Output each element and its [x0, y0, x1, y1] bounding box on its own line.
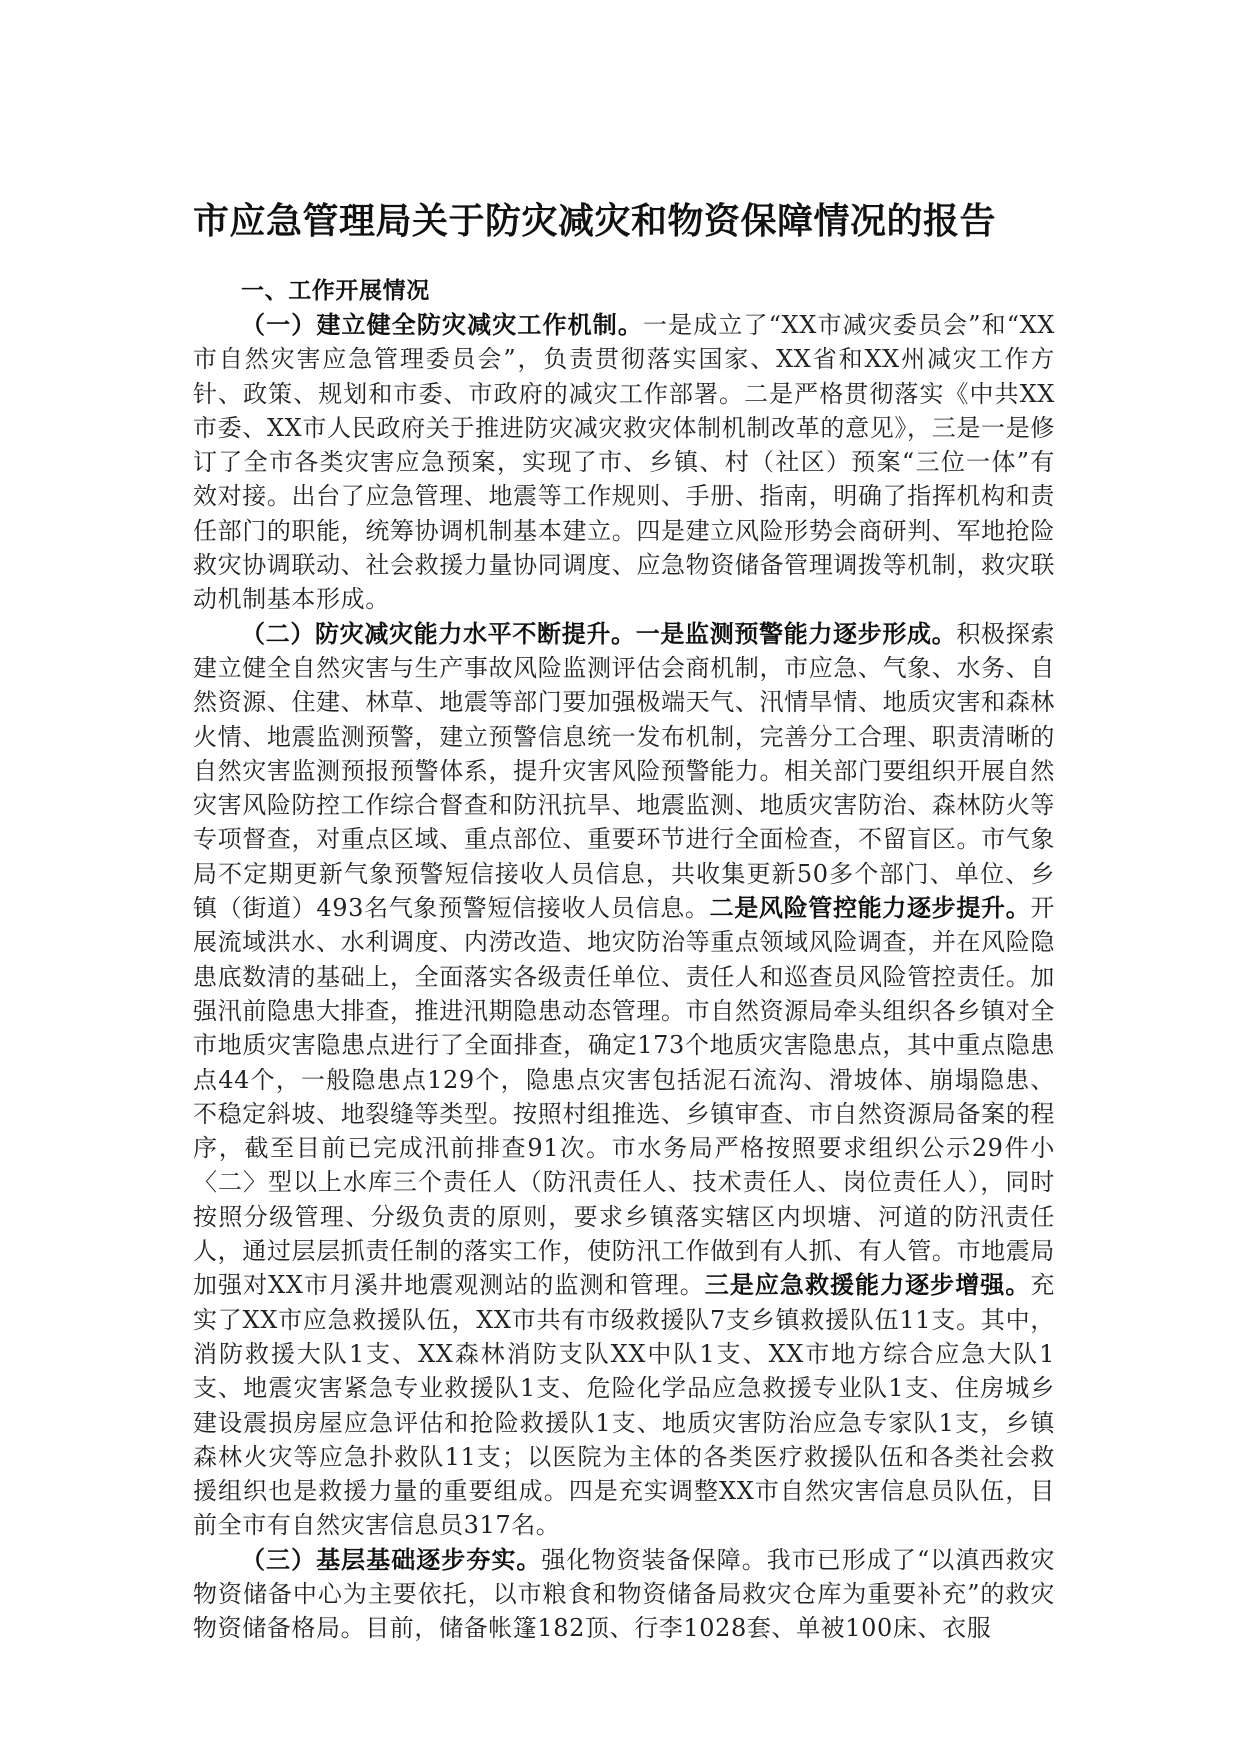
paragraph-mechanism — [193, 308, 1055, 617]
paragraph-text: 积极探索建立健全自然灾害与生产事故风险监测评估会商机制，市应急、气象、水务、自然资源、住建、林草、地震等部门要加强极端天气、汛情旱情、地质灾害和森林火情、地震监测预警，建立预警信息统一发布机制，完善分工合理、职责清晰的自然灾害监测预报预警体系，提升灾害风险预警能力。相关部门要组织开展自然灾害风险防控工作综合督查和防汛抗旱、地震监测、地质灾害防治、森林防火等专项督查，对重点区域、重点部位、重要环节进行全面检查，不留盲区。市气象局不定期更新气象预警短信接收人员信息，共收集更新50多个部门、单位、乡镇（街道）493名气象预警短信接收人员信息。 — [193, 619, 1055, 923]
paragraph-text: 一是成立了“XX市减灾委员会”和“XX市自然灾害应急管理委员会”，负责贯彻落实国家、XX省和XX州减灾工作方针、政策、规划和市委、市政府的减灾工作部署。二是严格贯彻落实《中共XX市委、XX市人民政府关于推进防灾减灾救灾体制机制改革的意见》，三是一是修订了全市各类灾害应急预案，实现了市、乡镇、村（社区）预案“三位一体”有效对接。出台了应急管理、地震等工作规则、手册、指南，明确了指挥机构和责任部门的职能，统筹协调机制基本建立。四是建立风险形势会商研判、军地抢险救灾协调联动、社会救援力量协同调度、应急物资储备管理调拨等机制，救灾联动机制基本形成。 — [193, 311, 1055, 614]
paragraph-lead: （二）防灾减灾能力水平不断提升。一是监测预警能力逐步形成。 — [241, 619, 957, 648]
paragraph-text: 充实了XX市应急救援队伍，XX市共有市级救援队7支乡镇救援队伍11支。其中，消防救援大队1支、XX森林消防支队XX中队1支、XX市地方综合应急大队1支、地震灾害紧急专业救援队1支、危险化学品应急救援专业队1支、住房城乡建设震损房屋应急评估和抢险救援队1支、地质灾害防治应急专家队1支，乡镇森林火灾等应急扑救队11支；以医院为主体的各类医疗救援队伍和各类社会救援组织也是救援力量的重要组成。四是充实调整XX市自然灾害信息员队伍，目前全市有自然灾害信息员317名。 — [193, 1271, 1055, 1540]
paragraph-sublead: 二是风险管控能力逐步提升。 — [709, 894, 1031, 923]
paragraph-text: 开展流域洪水、水利调度、内涝改造、地灾防治等重点领域风险调查，并在风险隐患底数清的基础上，全面落实各级责任单位、责任人和巡查员风险管控责任。加强汛前隐患大排查，推进汛期隐患动态管理。市自然资源局牵头组织各乡镇对全市地质灾害隐患点进行了全面排查，确定173个地质灾害隐患点，其中重点隐患点44个，一般隐患点129个，隐患点灾害包括泥石流沟、滑坡体、崩塌隐患、不稳定斜坡、地裂缝等类型。按照村组推选、乡镇审查、市自然资源局备案的程序，截至目前已完成汛前排查91次。市水务局严格按照要求组织公示29件小〈二〉型以上水库三个责任人（防汛责任人、技术责任人、岗位责任人），同时按照分级管理、分级负责的原则，要求乡镇落实辖区内坝塘、河道的防汛责任人，通过层层抓责任制的落实工作，使防汛工作做到有人抓、有人管。市地震局加强对XX市月溪井地震观测站的监测和管理。 — [193, 894, 1055, 1300]
paragraph-text: 强化物资装备保障。我市已形成了“以滇西救灾物资储备中心为主要依托，以市粮食和物资储备局救灾仓库为重要补充”的救灾物资储备格局。目前，储备帐篷182顶、行李1028套、单被100床、衣服 — [193, 1545, 1055, 1643]
document-page — [193, 196, 1055, 1646]
section-heading-1: 一、工作开展情况 — [241, 278, 430, 304]
paragraph-grassroots — [193, 1543, 1055, 1646]
document-title: 市应急管理局关于防灾减灾和物资保障情况的报告 — [193, 201, 997, 242]
paragraph-sublead: 三是应急救援能力逐步增强。 — [704, 1271, 1031, 1300]
document-body — [193, 274, 1055, 1646]
paragraph-lead: （一）建立健全防灾减灾工作机制。 — [241, 311, 644, 339]
paragraph-lead: （三）基层基础逐步夯实。 — [241, 1545, 542, 1574]
paragraph-capability — [193, 617, 1055, 1543]
